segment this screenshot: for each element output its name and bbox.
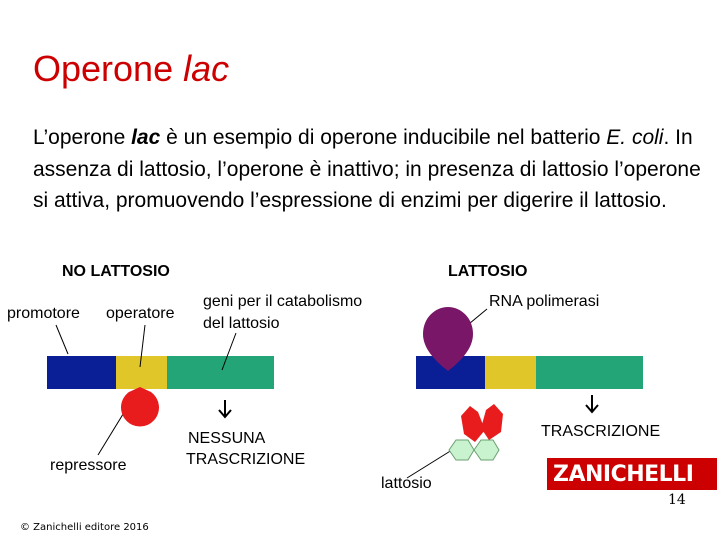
- genes-label-line2: del lattosio: [203, 315, 280, 332]
- repressore-label: repressore: [50, 457, 127, 474]
- promotore-leader-line: [56, 325, 68, 354]
- promotore-label: promotore: [7, 305, 80, 322]
- right-operator-segment: [485, 356, 536, 389]
- left-genes-segment: [167, 356, 274, 389]
- transcription-arrow-icon: [586, 395, 598, 412]
- page-title: Operone lac: [33, 48, 230, 89]
- no-transcription-line2: TRASCRIZIONE: [186, 451, 306, 468]
- no-transcription-line1: NESSUNA: [188, 430, 266, 447]
- intro-paragraph: L’operone lac è un esempio di operone inducibile nel batterio E. coli. In assenza di lattosio, l’operone è inattivo; in presenza di lattosio l’operone si attiva, promuovendo l’espressione di enzimi per digerire il lattosio.: [33, 126, 701, 212]
- transcription-label: TRASCRIZIONE: [541, 423, 661, 440]
- inactive-repressor-left-icon: [461, 406, 485, 442]
- no-lactose-heading: NO LATTOSIO: [62, 263, 170, 280]
- left-operator-segment: [116, 356, 167, 389]
- copyright-notice: © Zanichelli editore 2016: [20, 522, 149, 533]
- right-genes-segment: [536, 356, 643, 389]
- lactose-molecule-icon: [449, 440, 474, 460]
- lactose-heading: LATTOSIO: [448, 263, 528, 280]
- lattosio-label: lattosio: [381, 475, 432, 492]
- page-number: 14: [668, 492, 686, 508]
- operatore-label: operatore: [106, 305, 175, 322]
- zanichelli-logo: ZANICHELLI: [547, 458, 717, 490]
- genes-label-line1: geni per il catabolismo: [203, 293, 363, 310]
- left-promoter-segment: [47, 356, 116, 389]
- repressor-protein-icon: [121, 387, 159, 426]
- lattosio-leader-line: [407, 450, 452, 478]
- lactose-molecule-icon: [474, 440, 499, 460]
- no-transcription-arrow-icon: [219, 400, 231, 417]
- inactive-repressor-right-icon: [481, 404, 503, 440]
- rna-polymerase-label: RNA polimerasi: [489, 293, 600, 310]
